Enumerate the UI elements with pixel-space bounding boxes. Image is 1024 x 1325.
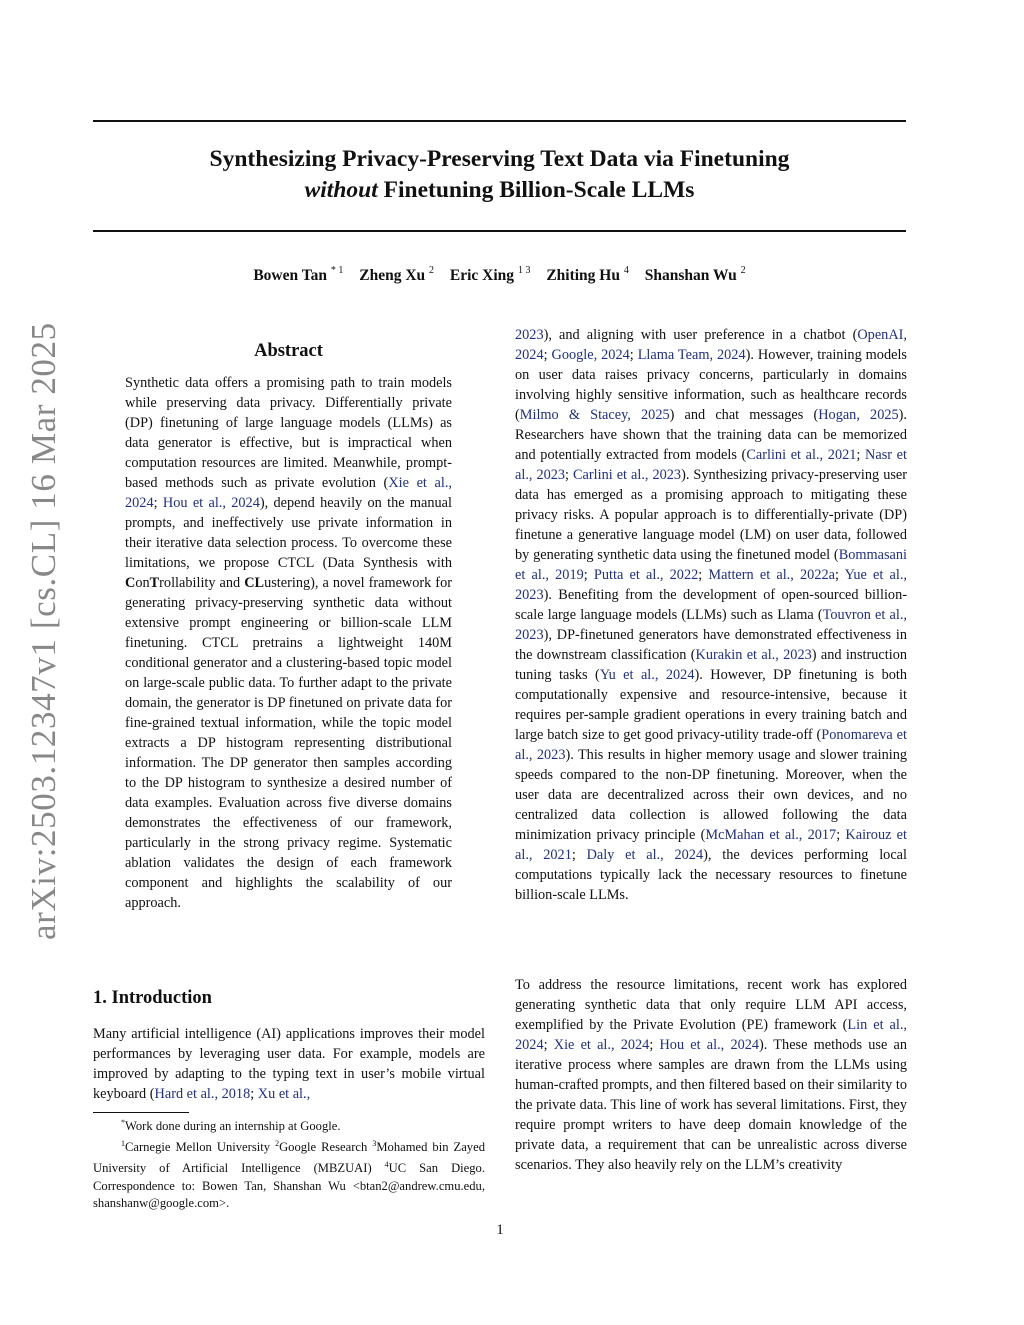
title-line-2-rest: Finetuning Billion-Scale LLMs bbox=[377, 177, 695, 203]
author-name: Shanshan Wu bbox=[644, 267, 737, 285]
author-affiliation-mark: 1 3 bbox=[517, 265, 531, 276]
body-text: ), DP-finetuned generators have demonstrated effectiveness in the downstream classification ( bbox=[515, 627, 907, 663]
citation-link[interactable]: Hard et al., 2018 bbox=[154, 1086, 251, 1102]
body-text: ). Researchers have shown that the training data can be memorized and potentially extracted from models ( bbox=[515, 407, 907, 463]
citation-link[interactable]: Touvron et al., 2023 bbox=[515, 607, 907, 643]
citation-link[interactable]: Llama Team, 2024 bbox=[637, 347, 746, 363]
footnote-mark: 3 bbox=[372, 1139, 377, 1149]
citation-link[interactable]: Bommasani et al., 2019 bbox=[515, 547, 907, 583]
body-text: ). Benefiting from the development of open-sourced billion-scale large language models (LLMs) such as Llama ( bbox=[515, 587, 907, 623]
footnote-mark: * bbox=[121, 1118, 125, 1127]
body-text: ; bbox=[649, 1037, 660, 1053]
body-text: To address the resource limitations, recent work has explored generating synthetic data that only require LLM API access, exemplified by the Private Evolution (PE) framework ( bbox=[515, 977, 907, 1033]
acronym-bold-letter: T bbox=[149, 575, 160, 591]
footnote-internship bbox=[93, 1114, 485, 1135]
citation-link[interactable]: Hou et al., 2024 bbox=[162, 495, 260, 511]
citation-link[interactable]: Ponomareva et al., 2023 bbox=[515, 727, 907, 763]
author-list bbox=[93, 266, 906, 285]
body-text: ; bbox=[836, 827, 846, 843]
abstract-body bbox=[125, 373, 452, 913]
body-text: ; bbox=[834, 567, 845, 583]
citation-link[interactable]: Nasr et al., 2023 bbox=[515, 447, 908, 483]
citation-link[interactable]: Putta et al., 2022 bbox=[593, 567, 699, 583]
citation-link[interactable]: Yue et al., 2023 bbox=[515, 567, 907, 603]
footnote-rule bbox=[93, 1112, 189, 1113]
body-text: ). These methods use an iterative process where samples are drawn from the LLMs using human-crafted prompts, and then filtered based on their similarity to the private data. This line of work has several limitations. First, they require prompt writers to have deep domain knowledge of the private data, a requirement that can be unrealistic across diverse scenarios. They also heavily rely on the LLM’s creativity bbox=[515, 1037, 907, 1173]
title-italic-word: without bbox=[304, 177, 378, 203]
intro-text: ; bbox=[250, 1086, 258, 1102]
title-line-2 bbox=[93, 175, 906, 206]
body-text: ), and aligning with user preference in a chatbot ( bbox=[543, 327, 858, 343]
body-text: ; bbox=[629, 347, 638, 363]
abstract-text: on bbox=[135, 575, 150, 591]
introduction-heading: 1. Introduction bbox=[93, 988, 212, 1008]
author-affiliation-mark: 2 bbox=[740, 265, 746, 276]
acronym-bold-letter: C bbox=[125, 575, 136, 591]
footnote-affiliations bbox=[93, 1135, 485, 1211]
author bbox=[359, 267, 434, 284]
citation-link[interactable]: 2023 bbox=[515, 327, 544, 343]
title-top-rule bbox=[93, 120, 906, 122]
introduction-body bbox=[93, 1024, 485, 1104]
footnotes bbox=[93, 1114, 485, 1212]
abstract-text: ustering), a novel framework for generating privacy-preserving synthetic data without extensive prompt engineering or billion-scale LLM finetuning. CTCL pretrains a lightweight 140M conditional generator and a clustering-based topic model on large-scale public data. To further adapt to the private domain, the generator is DP finetuned on private data for fine-grained textual information, while the topic model extracts a DP histogram representing distributional information. The DP generator then samples according to the DP histogram to synthesize a desired number of data examples. Evaluation across five diverse domains demonstrates the effectiveness of our framework, particularly in the strong privacy regime. Systematic ablation validates the design of each framework component and highlights the scalability of our approach. bbox=[125, 575, 452, 911]
footnote-text: Carnegie Mellon University bbox=[125, 1140, 276, 1155]
footnote-text: Work done during an internship at Google. bbox=[125, 1119, 341, 1134]
title-line-1: Synthesizing Privacy-Preserving Text Data via Finetuning bbox=[209, 146, 790, 172]
body-text: ). However, training models on user data raises privacy concerns, particularly in domains involving highly sensitive information, such as healthcare records ( bbox=[515, 347, 907, 423]
title-bottom-rule bbox=[93, 230, 906, 232]
right-column-paragraph-1 bbox=[515, 325, 907, 905]
body-text: ; bbox=[565, 467, 574, 483]
abstract-text: ), depend heavily on the manual prompts, and ineffectively use private information in their iterative data selection process. To overcome these limitations, we propose CTCL (Data Synthesis with bbox=[125, 495, 452, 571]
arxiv-identifier-watermark: arXiv:2503.12347v1 [cs.CL] 16 Mar 2025 bbox=[24, 322, 63, 940]
body-text: ) and chat messages ( bbox=[669, 407, 819, 423]
footnote-text: Mohamed bin Zayed University of Artificial Intelligence (MBZUAI) bbox=[93, 1140, 485, 1176]
body-text: ; bbox=[571, 847, 587, 863]
citation-link[interactable]: Yu et al., 2024 bbox=[599, 667, 695, 683]
intro-text: Many artificial intelligence (AI) applications improves their model performances by leveraging user data. For example, models are improved by adapting to the typing text in user’s mobile virtual keyboard ( bbox=[93, 1026, 485, 1102]
author-name: Zhiting Hu bbox=[546, 267, 620, 285]
citation-link[interactable]: Carlini et al., 2021 bbox=[746, 447, 857, 463]
abstract-heading: Abstract bbox=[254, 341, 323, 361]
author-affiliation-mark: 4 bbox=[623, 265, 629, 276]
citation-link[interactable]: Xie et al., 2024 bbox=[553, 1037, 650, 1053]
body-text: ). This results in higher memory usage and slower training speeds compared to the non-DP finetuning. Moreover, when the user data are decentralized across their own devices, and no centralized data collection is allowed following the data minimization privacy principle ( bbox=[515, 747, 907, 843]
footnote-mark: 2 bbox=[275, 1139, 280, 1149]
acronym-bold-letter: CL bbox=[244, 575, 265, 591]
author-name: Bowen Tan bbox=[253, 267, 327, 285]
citation-link[interactable]: Hou et al., 2024 bbox=[659, 1037, 760, 1053]
body-text: ). Synthesizing privacy-preserving user data has emerged as a promising approach to mitigating these privacy risks. A popular approach is to differentially-private (DP) finetune a generative language model (LM) on user data, followed by generating synthetic data using the finetuned model ( bbox=[515, 467, 908, 563]
author bbox=[450, 267, 531, 284]
citation-link[interactable]: Xu et al., bbox=[257, 1086, 311, 1102]
right-column-paragraph-2 bbox=[515, 975, 907, 1175]
paper-title bbox=[93, 144, 906, 206]
citation-link[interactable]: Google, 2024 bbox=[551, 347, 630, 363]
citation-link[interactable]: Xie et al., 2024 bbox=[125, 475, 452, 511]
abstract-text: rollability and bbox=[159, 575, 245, 591]
author-name: Zheng Xu bbox=[359, 267, 426, 285]
footnote-mark: 4 bbox=[384, 1160, 389, 1170]
citation-link[interactable]: Carlini et al., 2023 bbox=[573, 467, 682, 483]
body-text: ; bbox=[583, 567, 594, 583]
citation-link[interactable]: Hogan, 2025 bbox=[818, 407, 899, 423]
citation-link[interactable]: Daly et al., 2024 bbox=[586, 847, 704, 863]
citation-link[interactable]: Milmo & Stacey, 2025 bbox=[519, 407, 670, 423]
author bbox=[253, 267, 343, 284]
body-text: ; bbox=[856, 447, 866, 463]
author-affiliation-mark: 2 bbox=[429, 265, 435, 276]
author bbox=[645, 267, 746, 284]
citation-link[interactable]: Lin et al., 2024 bbox=[515, 1017, 907, 1053]
footnote-text: Google Research bbox=[279, 1140, 373, 1155]
body-text: ). However, DP finetuning is both computationally expensive and resource-intensive, because it requires per-sample gradient operations in every training batch and large batch size to get good privacy-utility trade-off ( bbox=[515, 667, 907, 743]
citation-link[interactable]: McMahan et al., 2017 bbox=[705, 827, 837, 843]
citation-link[interactable]: Kairouz et al., 2021 bbox=[515, 827, 907, 863]
abstract-text: Synthetic data offers a promising path to train models while preserving data privacy. Differentially private (DP) finetuning of large language models (LLMs) as data generator is effective, but is impractical when computation resources are limited. Meanwhile, prompt-based methods such as private evolution ( bbox=[125, 375, 452, 491]
footnote-text: UC San Diego. Correspondence to: Bowen Tan, Shanshan Wu <btan2@andrew.cmu.edu, shanshanw@google.com>. bbox=[93, 1161, 485, 1210]
author-name: Eric Xing bbox=[449, 267, 515, 285]
body-text: ; bbox=[698, 567, 709, 583]
body-text: ; bbox=[543, 347, 552, 363]
author-affiliation-mark: * 1 bbox=[330, 265, 344, 276]
abstract-text: ; bbox=[153, 495, 163, 511]
citation-link[interactable]: Kurakin et al., 2023 bbox=[695, 647, 812, 663]
body-text: ) and instruction tuning tasks ( bbox=[515, 647, 907, 683]
footnote-mark: 1 bbox=[121, 1139, 125, 1149]
body-text: ; bbox=[543, 1037, 554, 1053]
page-number: 1 bbox=[496, 1222, 504, 1238]
citation-link[interactable]: OpenAI, 2024 bbox=[515, 327, 907, 363]
author bbox=[546, 267, 629, 284]
citation-link[interactable]: Mattern et al., 2022a bbox=[708, 567, 835, 583]
body-text: ), the devices performing local computations typically lack the necessary resources to finetune billion-scale LLMs. bbox=[515, 847, 907, 903]
